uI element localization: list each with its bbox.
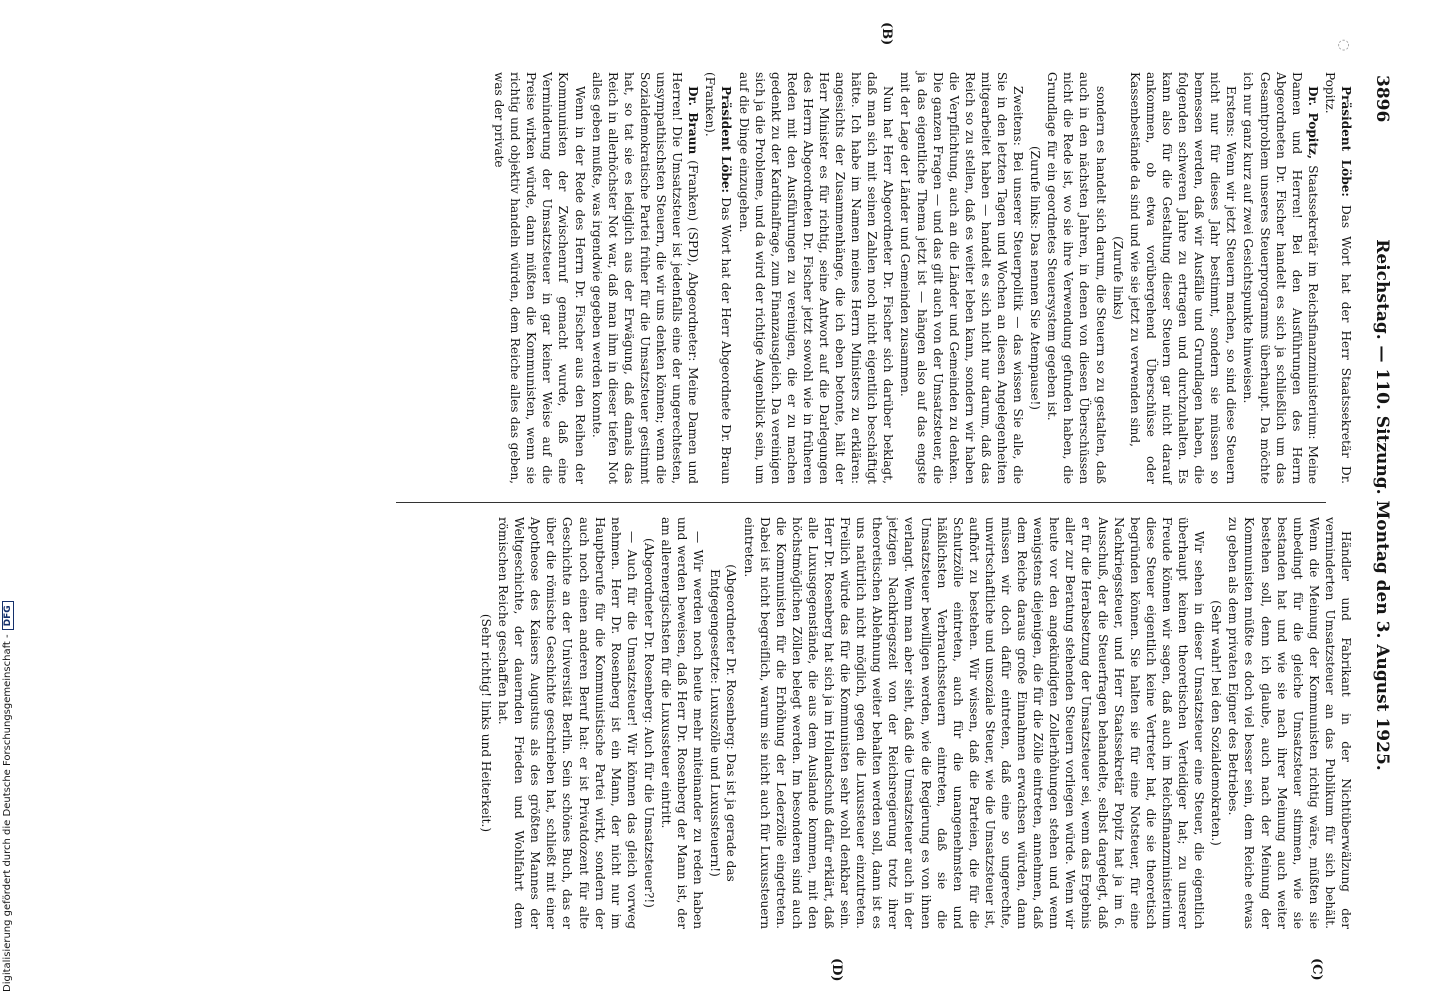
paragraph-text: (Franken) (SPD), Abgeordneter: Meine Damen und Herren! Die Umsatzsteuer ist jedenfalls eine der ungerechtesten, unsympathischsten Steuern, die wir uns denken können; wenn die Sozialdemokratische Partei früher für die Umsatzsteuer gestimmt hat, so tat sie es lediglich aus der Erwägung, daß damals das Reich in allerhöchster Not war, daß man ihm in dieser tiefen Not alles geben mußte, was irgendwie gegeben werden konnte. [589, 72, 701, 484]
paragraph-text: Das Wort hat der Herr Staatssekretär Dr. Popitz. [1322, 72, 1353, 484]
paragraph-text: Das Wort hat der Herr Abgeordnete Dr. Braun (Franken). [703, 72, 734, 484]
interjection [707, 517, 739, 929]
paragraph-text: — Wir werden noch heute mehr miteinander zu reden haben und werden beweisen, daß Herr Dr. Rosenberg der Mann ist, der am allerenergischsten für die Luxussteuer eintritt. [659, 517, 706, 929]
digitization-notice [2, 601, 14, 992]
page-number: 3896 [1372, 75, 1392, 123]
column-divider [396, 502, 1326, 503]
paragraph [702, 72, 734, 484]
paragraph-text: (Sehr wahr! bei den Sozialdemokraten.) [1209, 600, 1224, 846]
speaker-name: Dr. Braun [686, 86, 701, 155]
paragraph-text: Zweitens: Bei unserer Steuerpolitik — das wissen Sie alle, die Sie in den letzten Tagen und Wochen an diesen Angelegenheiten mitgearbeitet haben — handelt es sich nicht nur darum, daß das Reich so zu stellen, daß es weiter leben kann, sondern wir haben die Verpflichtung, auch an die Länder und Gemeinden zu denken. Die ganzen Fragen — und das gilt auch von der Umsatzsteuer, die ja das eigentliche Thema jetzt ist — hängen also auf das engste mit der Lage der Länder und Gemeinden zusammen. [898, 72, 1026, 484]
speaker-name: Dr. Popitz, [1305, 86, 1320, 160]
paragraph [1044, 72, 1108, 484]
paragraph [740, 517, 1207, 929]
margin-mark-b: (B) [879, 22, 894, 46]
paragraph [1322, 72, 1354, 484]
paragraph [735, 72, 896, 484]
paragraph-text: (Abgeordneter Dr. Rosenberg: Auch für die Umsatzsteuer?!) [641, 538, 656, 908]
interjection [1110, 72, 1126, 484]
paragraph [1225, 517, 1354, 929]
paragraph-text: Wir sehen in dieser Umsatzsteuer eine Steuer, die eigentlich überhaupt keinen theoretischen Verteidiger hat; zu unserer Freude können wir sagen, daß auch im Reichsfinanzministerium diese Steuer eigentlich keine Vertreter hat, die sie theoretisch begründen können. Sie halten sie für eine Notsteuer, für eine Nachkriegssteuer, und Herr Staatssekretär Popitz hat ja im 6. Ausschuß, der die Steuerfragen behandelte, selbst dargelegt, daß er für die Herabsetzung der Umsatzsteuer sei, wenn das Ergebnis aller zur Beratung stehenden Steuern vorliegen würde. Wenn wir heute vor den angekündigten Zollerhöhungen stehen und wenn wenigstens diejenigen, die für die Zölle eintreten, annehmen, daß dem Reiche daraus große Einnahmen erwachsen würden, dann müssen wir doch dafür eintreten, daß eine so ungerechte, unwirtschaftliche und unsoziale Steuer, wie die Umsatzsteuer ist, aufhört zu bestehen. Wir wissen, daß die Parteien, die für die Schutzzölle eintreten, auch für die unangenehmsten und häßlichsten Verbrauchssteuern eintreten, daß sie die Umsatzsteuer bewilligen werden, wie die Regierung es von ihnen verlangt. Wenn man aber sieht, daß die Umsatzsteuer auch in der jetzigen Nachkriegszeit von der Reichsregierung trotz ihrer theoretischen Ablehnung weiter behalten werden soll, dann ist es uns natürlich nicht möglich, gegen die Luxussteuer einzutreten. Freilich würde das für die Kommunisten sehr wohl denkbar sein. Herr Dr. Rosenberg hat sich ja im Hollandschuß dafür erklärt, daß alle Luxusgegenstände, die aus dem Auslande kommen, mit den höchstmöglichen Zöllen belegt werden. Im besonderen sind auch die Kommunisten für die Erhöhung der Lederzölle eingetreten. Dabei ist nicht begreiflich, warum sie nicht auch für Luxussteuern eintreten. [741, 517, 1207, 929]
interjection [641, 517, 657, 929]
margin-mark-c: (C) [1309, 958, 1324, 981]
paragraph-text: — Auch für die Umsatzsteuer! Wir können das gleich vorweg nehmen. Herr Dr. Rosenberg ist ein Mann, der nicht nur im Hauptberufe für die Kommunistische Partei wirkt, sondern der auch noch einen anderen Beruf hat: er ist Privatdozent für alte Geschichte an der Universität Berlin. Sein schönes Buch, das er über die römische Geschichte geschrieben hat, schließt mit einer Apotheose des Kaisers Augustus als des größten Mannes der Weltgeschichte, der dauernden Frieden und Wohlfahrt dem römischen Reiche geschaffen hat. [496, 517, 639, 929]
paragraph [495, 517, 640, 929]
interjection [1208, 517, 1224, 929]
paragraph [1127, 72, 1240, 484]
left-column [490, 72, 1354, 484]
interjection [1027, 72, 1043, 484]
interjection [478, 517, 494, 929]
paragraph [491, 72, 588, 484]
paragraph [1240, 72, 1320, 484]
margin-mark-d: (D) [829, 958, 844, 982]
paragraph-text: (Zurufe links) [1110, 236, 1125, 320]
speaker-name: Präsident Löbe: [1339, 86, 1353, 197]
speaker-name: Präsident Löbe: [719, 86, 734, 194]
paragraph-text: Nun hat Herr Abgeordneter Dr. Fischer sich darüber beklagt, daß man sich mit seinen Zahlen noch nicht eigentlich beschäftigt hätte. Ich habe im Namen meines Herrn Ministers zu erklären: angesichts der Zusammenhänge, die ich eben betonte, hält der Herr Minister es für richtig, seine Antwort auf die Darlegungen des Herrn Abgeordneten Dr. Fischer jetzt sowohl wie in früheren Reden mit den Ausführungen zu vereinigen, die er zu machen gedenkt zu der Kardinalfrage, zum Finanzausgleich. Da vereinigen sich ja die Probleme, und da wird der richtige Augenblick sein, um auf die Dinge einzugehen. [736, 72, 896, 484]
paragraph-text: Wenn in der Rede des Herrn Dr. Fischer aus den Reihen der Kommunisten der Zwischenruf gemacht wurde, daß eine Verminderung der Umsatzsteuer in gar keiner Weise auf die Preise wirken würde, dann müßten die Kommunisten, wenn sie richtig und objektiv handeln würden, dem Reiche alles das geben, was der private [492, 72, 587, 484]
paragraph-text: sondern es handelt sich darum, die Steuern so zu gestalten, daß auch in den nächsten Jahren, in denen von diesen Überschüssen nicht die Rede ist, wo sie ihre Verwendung gefunden haben, die Grundlage für ein geordnetes Steuersystem gegeben ist. [1045, 72, 1108, 484]
ink-blot: ◌ [1336, 39, 1352, 52]
paragraph-text: (Sehr richtig! links und Heiterkeit.) [479, 613, 494, 833]
paragraph-text: (Abgeordneter Dr. Rosenberg: Das ist ja gerade das Entgegengesetzte: Luxuszölle und Luxussteuern!) [708, 564, 739, 882]
dfg-logo: DFG [2, 601, 14, 630]
page-title: Reichstag. — 110. Sitzung. Montag den 3. August 1925. [1372, 239, 1392, 771]
paragraph-text: Staatssekretär im Reichsfinanzministerium: Meine Damen und Herren! Bei den Ausführungen des Herrn Abgeordneten Dr. Fischer handelt es sich ja schließlich um das Gesamtproblem unseres Steuerprogramms überhaupt. Da möchte ich nur ganz kurz auf zwei Gesichtspunkte hinweisen. [1241, 72, 1320, 484]
paragraph [897, 72, 1026, 484]
paragraph [658, 517, 706, 929]
paragraph-text: Erstens: Wenn wir jetzt Steuern machen, so sind diese Steuern nicht nur für dieses Jahr bestimmt, sondern sie müssen so bemessen werden, daß wir Ausfälle und Grundlagen haben, die folgenden schweren Jahre zu ertragen und durchzuhalten. Es kann also für die Gestaltung dieser Steuern gar nicht darauf ankommen, ob etwa vorübergehend Überschüsse oder Kassenbestände da sind und wie sie jetzt zu verwenden sind, [1127, 72, 1239, 484]
paragraph-text: (Zurufe links: Das nennen Sie Atempause!) [1028, 145, 1043, 411]
paragraph [589, 72, 702, 484]
right-column [477, 517, 1354, 929]
page-header [1366, 75, 1392, 935]
paragraph-text: Händler und Fabrikant in der Nichtüberwälzung der verminderten Umsatzsteuer an das Publikum für sich behält. Wenn die Meinung der Kommunisten richtig wäre, müßten sie unbedingt für die gleiche Umsatzsteuer stimmen, wie sie bestanden hat und wie sie nach ihrer Meinung auch weiter bestehen soll, denn ich glaube, auch nach der Meinung der Kommunisten müßte es doch viel besser sein, dem Reiche etwas zu geben als dem privaten Eigner des Betriebes. [1226, 517, 1353, 929]
digitization-text: Digitalisierung gefördert durch die Deutsche Forschungsgemeinschaft - [2, 634, 13, 992]
